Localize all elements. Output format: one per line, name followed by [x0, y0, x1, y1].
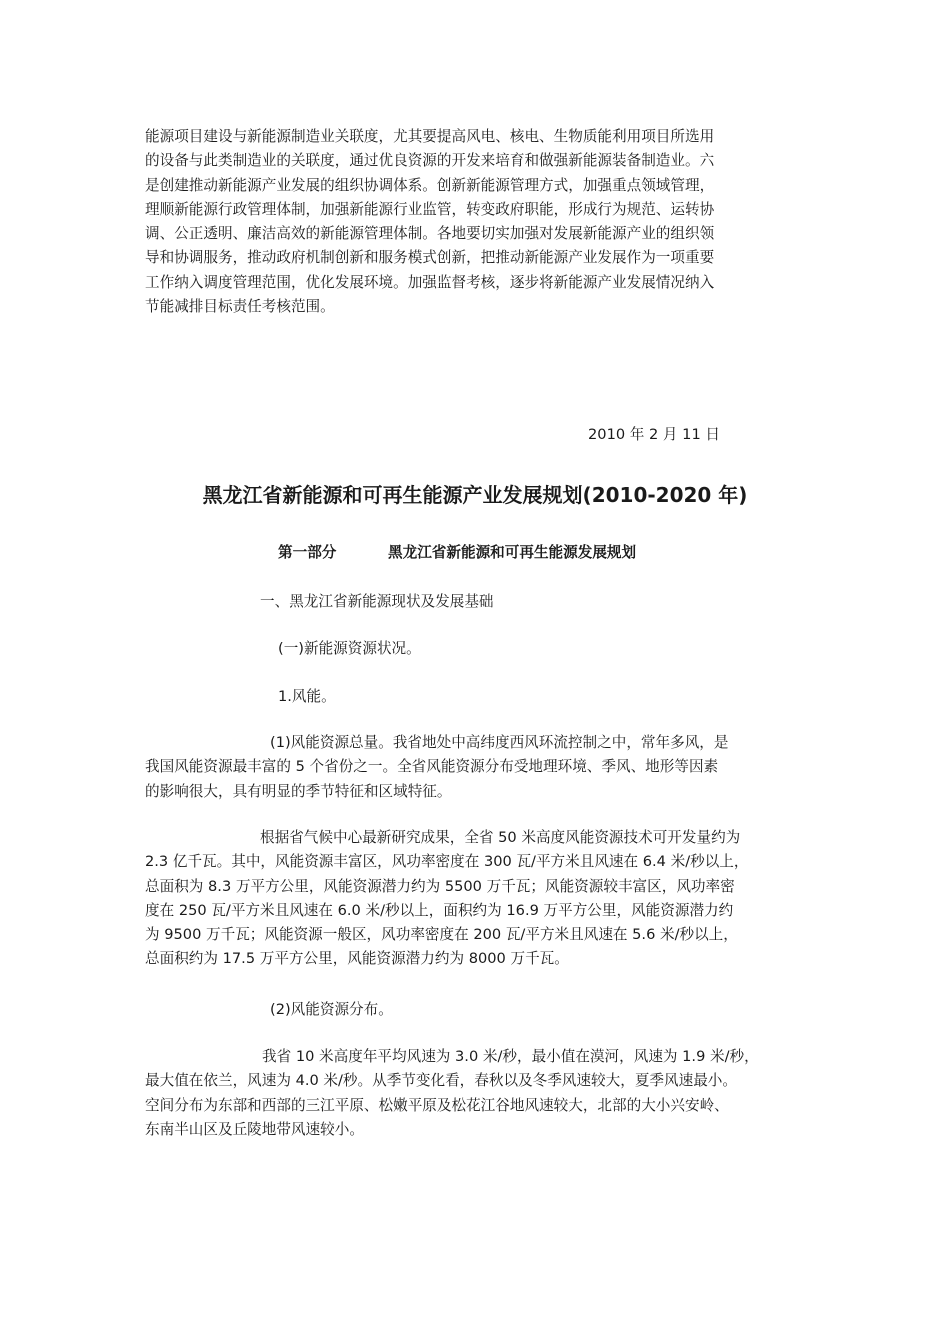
part-label: 第一部分: [278, 544, 337, 561]
paragraph-line: 2.3 亿千瓦。其中，风能资源丰富区，风功率密度在 300 瓦/平方米且风速在 6.4 米/秒以上，: [145, 853, 749, 871]
paragraph-line: 我省 10 米高度年平均风速为 3.0 米/秒，最小值在漠河，风速为 1.9 米/秒，: [262, 1048, 759, 1065]
item-heading-distribution: (2)风能资源分布。: [270, 1001, 393, 1018]
intro-line: 的设备与此类制造业的关联度，通过优良资源的开发来培育和做强新能源装备制造业。六: [145, 152, 715, 170]
paragraph-line: 总面积为 8.3 万平方公里，风能资源潜力约为 5500 万千瓦；风能资源较丰富区，风功率密: [145, 877, 735, 895]
paragraph-line: 总面积约为 17.5 万平方公里，风能资源潜力约为 8000 万千瓦。: [145, 950, 569, 968]
intro-line: 导和协调服务，推动政府机制创新和服务模式创新，把推动新能源产业发展作为一项重要: [145, 249, 715, 267]
intro-line: 调、公正透明、廉洁高效的新能源管理体制。各地要切实加强对发展新能源产业的组织领: [145, 225, 715, 243]
intro-line: 节能减排目标责任考核范围。: [145, 298, 335, 316]
part-name: 黑龙江省新能源和可再生能源发展规划: [388, 544, 637, 561]
subsection-heading: (一)新能源资源状况。: [278, 640, 421, 657]
paragraph-line: 度在 250 瓦/平方米且风速在 6.0 米/秒以上，面积约为 16.9 万平方公里，风能资源潜力约: [145, 901, 734, 919]
section-heading: 一、黑龙江省新能源现状及发展基础: [260, 593, 494, 610]
wind-distribution-paragraph: [145, 1045, 815, 1142]
intro-line: 理顺新能源行政管理体制，加强新能源行业监管，转变政府职能，形成行为规范、运转协: [145, 200, 715, 218]
intro-line: 能源项目建设与新能源制造业关联度，尤其要提高风电、核电、生物质能利用项目所选用: [145, 128, 715, 145]
wind-total-paragraph: [145, 731, 815, 804]
paragraph-line: 空间分布为东部和西部的三江平原、松嫩平原及松花江谷地风速较大，北部的大小兴安岭、: [145, 1096, 729, 1114]
paragraph-line: (1)风能资源总量。我省地处中高纬度西风环流控制之中，常年多风，是: [270, 734, 729, 751]
intro-line: 工作纳入调度管理范围，优化发展环境。加强监督考核，逐步将新能源产业发展情况纳入: [145, 273, 715, 291]
wind-research-paragraph: [145, 826, 815, 972]
document-title: 黑龙江省新能源和可再生能源产业发展规划(2010-2020 年): [202, 483, 748, 507]
item-heading: 1.风能。: [278, 688, 336, 705]
paragraph-line: 东南半山区及丘陵地带风速较小。: [145, 1120, 364, 1138]
paragraph-line: 根据省气候中心最新研究成果，全省 50 米高度风能资源技术可开发量约为: [260, 829, 741, 846]
paragraph-line: 我国风能资源最丰富的 5 个省份之一。全省风能资源分布受地理环境、季风、地形等因素: [145, 758, 719, 776]
document-date: 2010 年 2 月 11 日: [588, 426, 720, 443]
part-heading: [278, 541, 636, 565]
intro-paragraph: [145, 125, 815, 319]
intro-line: 是创建推动新能源产业发展的组织协调体系。创新新能源管理方式，加强重点领域管理，: [145, 176, 715, 194]
paragraph-line: 最大值在依兰，风速为 4.0 米/秒。从季节变化看，春秋以及冬季风速较大，夏季风速最小。: [145, 1072, 737, 1090]
paragraph-line: 的影响很大，具有明显的季节特征和区域特征。: [145, 782, 452, 800]
paragraph-line: 为 9500 万千瓦；风能资源一般区，风功率密度在 200 瓦/平方米且风速在 5.6 米/秒以上，: [145, 926, 738, 944]
